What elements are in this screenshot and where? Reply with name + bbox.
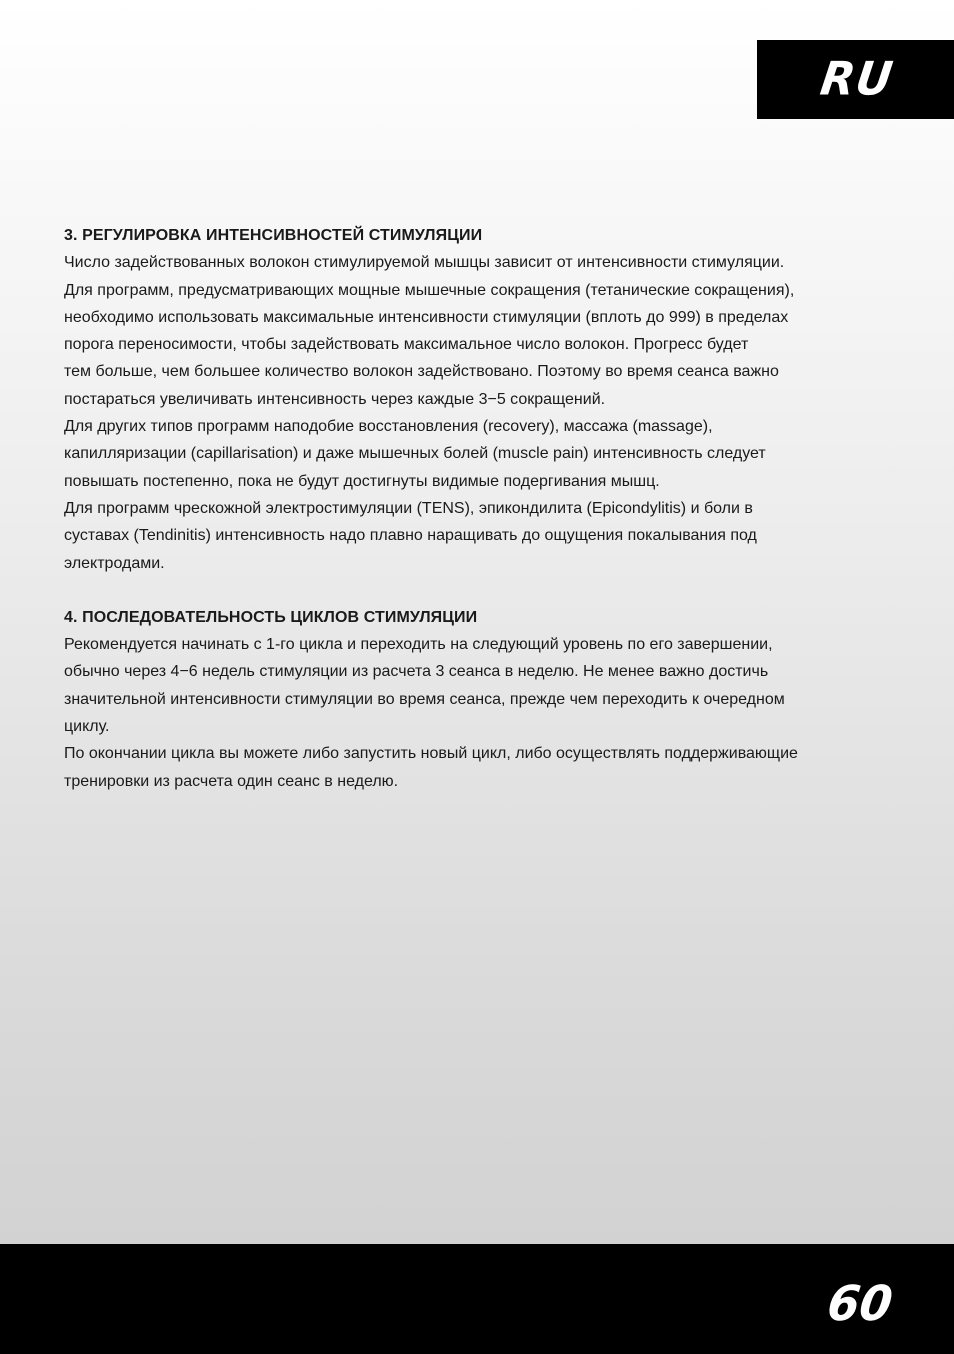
section-stimulation-cycles bbox=[64, 604, 894, 795]
paragraph bbox=[64, 249, 894, 413]
text-line: суставах (Tendinitis) интенсивность надо плавно наращивать до ощущения покалывания под bbox=[64, 527, 757, 545]
text-line: обычно через 4−6 недель стимуляции из расчета 3 сеанса в неделю. Не менее важно достичь bbox=[64, 663, 769, 681]
text-line: Число задействованных волокон стимулируемой мышцы зависит от интенсивности стимуляции. bbox=[64, 254, 785, 272]
text-line: Для программ, предусматривающих мощные мышечные сокращения (тетанические сокращения), bbox=[64, 281, 795, 299]
footer-bar bbox=[0, 1244, 954, 1354]
text-line: Для программ чрескожной электростимуляции (TENS), эпикондилита (Epicondylitis) и боли в bbox=[64, 499, 753, 517]
paragraph bbox=[64, 413, 894, 495]
text-line: Для других типов программ наподобие восстановления (recovery), массажа (massage), bbox=[64, 418, 713, 436]
text-line: По окончании цикла вы можете либо запустить новый цикл, либо осуществлять поддерживающие bbox=[64, 745, 798, 763]
text-line: повышать постепенно, пока не будут достигнуты видимые подергивания мышц. bbox=[64, 472, 660, 490]
paragraph bbox=[64, 495, 894, 577]
text-line: капилляризации (capillarisation) и даже мышечных болей (muscle pain) интенсивность следует bbox=[64, 445, 766, 463]
text-line: необходимо использовать максимальные интенсивности стимуляции (вплоть до 999) в пределах bbox=[64, 308, 789, 326]
paragraph bbox=[64, 740, 894, 795]
text-line: электродами. bbox=[64, 554, 165, 572]
section-intensity-adjustment bbox=[64, 222, 894, 577]
text-line: тренировки из расчета один сеанс в неделю. bbox=[64, 772, 399, 790]
page-content bbox=[64, 222, 894, 795]
section-heading: 3. РЕГУЛИРОВКА ИНТЕНСИВНОСТЕЙ СТИМУЛЯЦИИ bbox=[64, 227, 483, 244]
section-heading: 4. ПОСЛЕДОВАТЕЛЬНОСТЬ ЦИКЛОВ СТИМУЛЯЦИИ bbox=[64, 608, 478, 626]
paragraph bbox=[64, 631, 894, 740]
text-line: циклу. bbox=[64, 718, 110, 736]
text-line: порога переносимости, чтобы задействовать максимальное число волокон. Прогресс будет bbox=[64, 336, 749, 354]
language-code: RU bbox=[817, 52, 897, 106]
text-line: значительной интенсивности стимуляции во время сеанса, прежде чем переходить к очередном bbox=[64, 690, 785, 708]
text-line: тем больше, чем большее количество волокон задействовано. Поэтому во время сеанса важно bbox=[64, 363, 779, 381]
text-line: постараться увеличивать интенсивность через каждые 3−5 сокращений. bbox=[64, 390, 606, 408]
page-number: 60 bbox=[824, 1274, 896, 1332]
language-tab bbox=[757, 40, 954, 119]
text-line: Рекомендуется начинать с 1-го цикла и переходить на следующий уровень по его завершении, bbox=[64, 636, 773, 654]
